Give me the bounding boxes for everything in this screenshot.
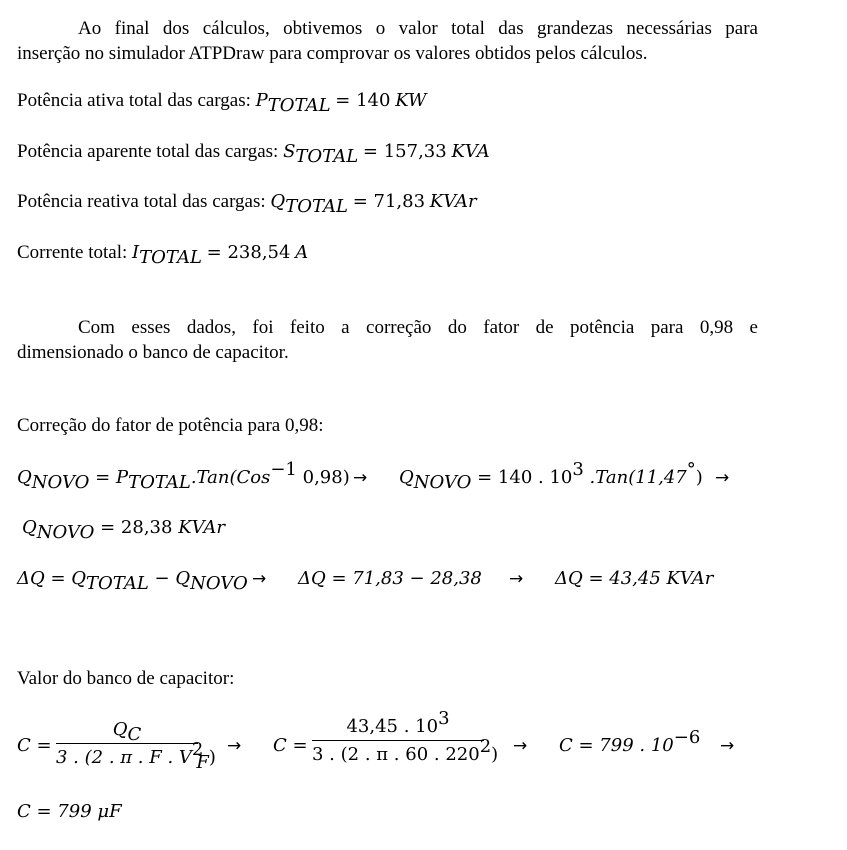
total-apparent-power: [17, 140, 490, 167]
value: = 71,83: [352, 191, 426, 212]
unit: KW: [395, 90, 427, 111]
fraction-formula: [56, 719, 216, 773]
expression: 3 . (2 . π . F . V: [56, 747, 192, 768]
unit: KVAr: [666, 568, 714, 589]
label: Potência reativa total das cargas:: [17, 191, 266, 212]
arrow-icon: →: [509, 569, 524, 589]
expression: 3 . (2 . π . 60 . 220: [312, 744, 480, 765]
symbol: Q: [22, 517, 37, 538]
symbol: Q: [112, 719, 128, 740]
subscript: C: [127, 724, 142, 745]
symbol: Q: [175, 568, 191, 589]
arrow-icon: →: [715, 468, 730, 488]
q-novo-equation-left: [17, 459, 350, 493]
correction-line-1: Com esses dados, foi feito a correção do fator de potência para 0,98 e: [78, 317, 758, 338]
paren: ): [491, 744, 499, 765]
value: = 140: [335, 90, 391, 111]
superscript: −6: [673, 727, 701, 748]
arrow-icon: →: [353, 468, 368, 488]
superscript: −1: [270, 459, 297, 480]
symbol: Q: [270, 191, 286, 212]
arrow-icon: →: [227, 736, 242, 756]
tan-cos: .Tan(Cos: [190, 467, 271, 488]
arrow-icon: →: [513, 736, 528, 756]
intro-line-2: inserção no simulador ATPDraw para comprovar os valores obtidos pelos cálculos.: [17, 43, 648, 64]
unit: KVAr: [178, 517, 226, 538]
subscript: NOVO: [413, 472, 472, 493]
delta: ΔQ =: [17, 568, 72, 589]
denominator: [56, 739, 216, 773]
correction-paragraph: [17, 315, 758, 365]
symbol: I: [132, 242, 140, 263]
value: ΔQ = 43,45: [555, 568, 667, 589]
subscript: NOVO: [36, 522, 95, 543]
c-equals: C =: [273, 735, 308, 756]
q-novo-equation-right: [399, 459, 703, 493]
fraction-bar: [312, 740, 484, 741]
total-active-power: [17, 89, 427, 116]
correction-heading: Correção do fator de potência para 0,98:: [17, 415, 324, 436]
superscript: 2: [479, 736, 492, 757]
unit: KVAr: [429, 191, 477, 212]
subscript: TOTAL: [267, 95, 331, 116]
value: C = 799 . 10: [559, 735, 674, 756]
subscript: TOTAL: [86, 573, 149, 594]
superscript: 2: [191, 739, 204, 760]
degree: °: [686, 459, 696, 480]
subscript: TOTAL: [139, 247, 202, 268]
value: = 140 . 10: [471, 467, 573, 488]
capacitor-heading: Valor do banco de capacitor:: [17, 668, 235, 689]
label: Potência aparente total das cargas:: [17, 141, 279, 162]
delta-q-equation: [17, 567, 248, 594]
total-reactive-power: [17, 190, 477, 217]
value: = 238,54: [206, 242, 291, 263]
subscript: TOTAL: [285, 196, 348, 217]
subscript: TOTAL: [295, 146, 359, 167]
unit: KVA: [451, 141, 490, 162]
symbol: P: [115, 467, 129, 488]
arrow-icon: →: [720, 736, 735, 756]
numerator: [56, 719, 198, 745]
superscript: 3: [438, 708, 450, 729]
argument: 0,98): [296, 467, 350, 488]
symbol: Q: [71, 568, 87, 589]
subscript: NOVO: [190, 573, 248, 594]
intro-line-1: Ao final dos cálculos, obtivemos o valor total das grandezas necessárias para: [78, 18, 758, 39]
c-equals: C =: [17, 735, 52, 756]
delta-q-result: [555, 567, 713, 591]
correction-line-2: dimensionado o banco de capacitor.: [17, 342, 289, 363]
label: Corrente total:: [17, 242, 128, 263]
value: = 28,38: [94, 517, 179, 538]
minus: −: [148, 568, 176, 589]
intro-paragraph: [17, 16, 758, 66]
value: C = 799: [17, 801, 98, 822]
symbol: S: [283, 141, 296, 162]
subscript: TOTAL: [128, 472, 191, 493]
total-current: [17, 241, 309, 268]
value: 43,45 . 10: [346, 716, 439, 737]
superscript: 3: [572, 459, 584, 480]
arrow-icon: →: [252, 569, 267, 589]
denominator: [312, 736, 499, 765]
numerator: [312, 708, 484, 737]
fraction-values: [312, 708, 499, 765]
symbol: Q: [17, 467, 32, 488]
capacitor-final-result: [17, 800, 122, 824]
paren: ): [695, 467, 703, 488]
symbol: P: [255, 90, 268, 111]
symbol: Q: [399, 467, 414, 488]
unit: μF: [97, 801, 122, 822]
subscript: F: [196, 752, 209, 773]
capacitor-result-expression: [559, 727, 701, 758]
equals: =: [89, 467, 116, 488]
q-novo-result: [22, 516, 226, 543]
subscript: NOVO: [31, 472, 90, 493]
unit: A: [295, 242, 309, 263]
delta-q-step: ΔQ = 71,83 − 28,38: [298, 568, 482, 589]
value: = 157,33: [362, 141, 447, 162]
paren: ): [208, 747, 216, 768]
tan: .Tan(11,47: [583, 467, 687, 488]
label: Potência ativa total das cargas:: [17, 90, 251, 111]
